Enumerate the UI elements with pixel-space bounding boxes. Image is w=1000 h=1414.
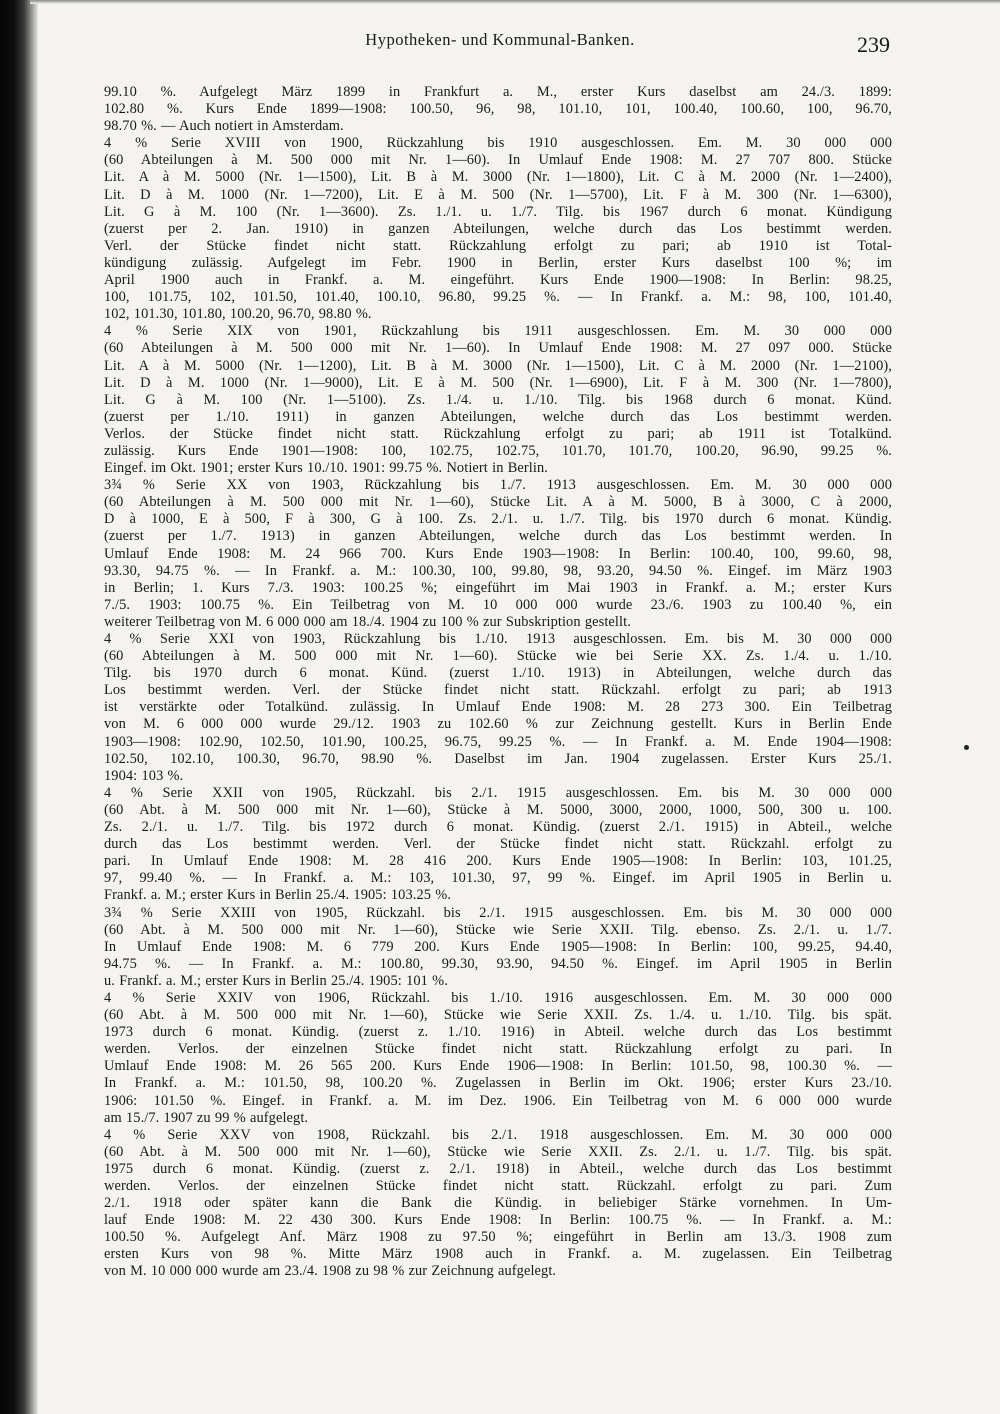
text-line: Los bestimmt werden. Verl. der Stücke findet nicht statt. Rückzahl. erfolgt zu pari; ab 1913 [104,682,892,699]
text-line: 3¾ % Serie XX von 1903, Rückzahlung bis 1./7. 1913 ausgeschlossen. Em. M. 30 000 000 [104,477,892,494]
text-line: D à 1000, E à 500, F à 300, G à 100. Zs. 2./1. u. 1./7. Tilg. bis 1970 durch 6 monat. Kündig. [104,511,892,528]
text-line: Zs. 2./1. u. 1./7. Tilg. bis 1972 durch 6 monat. Kündig. (zuerst 2./1. 1915) in Abteil., welche [104,819,892,836]
text-line: u. Frankf. a. M.; erster Kurs in Berlin 25./4. 1905: 101 %. [104,972,448,989]
text-line: Eingef. im Okt. 1901; erster Kurs 10./10. 1901: 99.75 %. Notiert in Berlin. [104,460,548,477]
text-line: 2./1. 1918 oder später kann die Bank die Kündig. in beliebiger Stärke vornehmen. In Um- [104,1195,892,1212]
text-line: in Berlin; 1. Kurs 7./3. 1903: 100.25 %; eingeführt im Mai 1903 in Frankf. a. M.; erster Kurs [104,579,892,596]
text-line: Frankf. a. M.; erster Kurs in Berlin 25./4. 1905: 103.25 %. [104,887,452,904]
text-line: 102, 101.30, 101.80, 100.20, 96.70, 98.80 %. [104,306,372,323]
text-line: (zuerst per 2. Jan. 1910) in ganzen Abteilungen, welche durch das Los bestimmt werden. [104,220,892,237]
text-line: am 15./7. 1907 zu 99 % aufgelegt. [104,1109,309,1126]
text-line: (60 Abteilungen à M. 500 000 mit Nr. 1—60). In Umlauf Ende 1908: M. 27 097 000. Stücke [104,340,892,357]
text-line: Lit. A à M. 5000 (Nr. 1—1500), Lit. B à M. 3000 (Nr. 1—1800), Lit. C à M. 2000 (Nr. 1—2400), [104,169,892,186]
margin-ink-speck [964,745,969,750]
text-line: pari. In Umlauf Ende 1908: M. 28 416 200. Kurs Ende 1905—1908: In Berlin: 103, 101.25, [104,853,892,870]
paragraph [104,785,892,905]
text-line: von M. 6 000 000 wurde 29./12. 1903 zu 102.60 % zur Zeichnung gestellt. Kurs in Berlin Ende [104,716,892,733]
text-line: Verlos. der Stücke findet nicht statt. Rückzahlung erfolgt zu pari; ab 1911 ist Totalkünd. [104,425,892,442]
text-line: 4 % Serie XIX von 1901, Rückzahlung bis 1911 ausgeschlossen. Em. M. 30 000 000 [104,323,892,340]
text-line: zulässig. Kurs Ende 1901—1908: 100, 102.75, 102.75, 101.70, 101.70, 100.20, 96.90, 99.25 %. [104,442,892,459]
text-line: durch das Los bestimmt werden. Verl. der Stücke findet nicht statt. Rückzahl. erfolgt zu [104,836,892,853]
paragraph [104,990,892,1127]
text-line: 1903—1908: 102.90, 102.50, 101.90, 100.25, 96.75, 99.25 %. — In Frankf. a. M. Ende 1904—1908: [104,733,892,750]
text-line: (60 Abteilungen à M. 500 000 mit Nr. 1—60). In Umlauf Ende 1908: M. 27 707 800. Stücke [104,152,892,169]
text-line: 93.30, 94.75 %. — In Frankf. a. M.: 100.30, 100, 99.80, 98, 93.20, 94.50 %. Eingef. im März 1903 [104,562,892,579]
text-line: Lit. G à M. 100 (Nr. 1—3600). Zs. 1./1. u. 1./7. Tilg. bis 1967 durch 6 monat. Kündigung [104,203,892,220]
paragraph [104,631,892,785]
text-line: (60 Abt. à M. 500 000 mit Nr. 1—60), Stücke wie Serie XXII. Zs. 2./1. u. 1./7. Tilg. bis spät. [104,1143,892,1160]
text-line: 98.70 %. — Auch notiert in Amsterdam. [104,118,344,135]
paragraph [104,1127,892,1281]
text-line: 102.80 %. Kurs Ende 1899—1908: 100.50, 96, 98, 101.10, 101, 100.40, 100.60, 100, 96.70, [104,101,892,118]
text-line: 1975 durch 6 monat. Kündig. (zuerst z. 2./1. 1918) in Abteil., welche durch das Los bestimmt [104,1160,892,1177]
paragraph [104,905,892,990]
top-edge-shadow [30,0,1000,4]
text-line: 3¾ % Serie XXIII von 1905, Rückzahl. bis 2./1. 1915 ausgeschlossen. Em. bis M. 30 000 000 [104,904,892,921]
text-line: werden. Verlos. der einzelnen Stücke findet nicht statt. Rückzahl. erfolgt zu pari. Zum [104,1178,892,1194]
text-line: 1904: 103 %. [104,767,184,784]
text-line: 4 % Serie XXIV von 1906, Rückzahl. bis 1./10. 1916 ausgeschlossen. Em. M. 30 000 000 [104,989,892,1006]
text-line: ersten Kurs von 98 %. Mitte März 1908 auch in Frankf. a. M. zugelassen. Ein Teilbetrag [104,1246,892,1263]
text-line: 4 % Serie XXI von 1903, Rückzahlung bis 1./10. 1913 ausgeschlossen. Em. bis M. 30 000 000 [104,631,892,647]
paragraph [104,477,892,631]
text-line: Umlauf Ende 1908: M. 26 565 200. Kurs Ende 1906—1908: In Berlin: 101.50, 98, 100.30 %. — [104,1058,892,1075]
text-line: 4 % Serie XXV von 1908, Rückzahl. bis 2./1. 1918 ausgeschlossen. Em. M. 30 000 000 [104,1126,892,1143]
text-line: weiterer Teilbetrag von M. 6 000 000 am 18./4. 1904 zu 100 % zur Subskription gestellt. [104,613,631,630]
text-line: 4 % Serie XVIII von 1900, Rückzahlung bis 1910 ausgeschlossen. Em. M. 30 000 000 [104,135,892,152]
text-line: Umlauf Ende 1908: M. 24 966 700. Kurs Ende 1903—1908: In Berlin: 100.40, 100, 99.60, 98, [104,545,892,562]
text-line: 99.10 %. Aufgelegt März 1899 in Frankfurt a. M., erster Kurs daselbst am 24./3. 1899: [104,84,892,100]
text-line: (zuerst per 1./10. 1911) in ganzen Abteilungen, welche durch das Los bestimmt werden. [104,408,892,425]
text-line: Lit. D à M. 1000 (Nr. 1—7200), Lit. E à M. 500 (Nr. 1—5700), Lit. F à M. 300 (Nr. 1—6300), [104,186,892,203]
text-line: 7./5. 1903: 100.75 %. Ein Teilbetrag von M. 10 000 000 wurde 23./6. 1903 zu 100.40 %, ein [104,596,892,613]
text-line: Tilg. bis 1970 durch 6 monat. Künd. (zuerst 1./10. 1913) in Abteilungen, welche durch das [104,665,892,682]
text-line: 1906: 101.50 %. Eingef. in Frankf. a. M. im Dez. 1906. Ein Teilbetrag von M. 6 000 000 wurde [104,1092,892,1109]
text-line: (60 Abt. à M. 500 000 mit Nr. 1—60), Stücke wie Serie XXII. Tilg. ebenso. Zs. 2./1. u. 1./7. [104,921,892,938]
paragraph [104,135,892,323]
text-line: April 1900 auch in Frankf. a. M. eingeführt. Kurs Ende 1900—1908: In Berlin: 98.25, [104,272,892,289]
text-line: In Umlauf Ende 1908: M. 6 779 200. Kurs Ende 1905—1908: In Berlin: 100, 99.25, 94.40, [104,938,892,955]
text-line: werden. Verlos. der einzelnen Stücke findet nicht statt. Rückzahlung erfolgt zu pari. In [104,1041,892,1058]
text-line: ist verstärkte oder Totalkünd. zulässig. In Umlauf Ende 1908: M. 28 273 300. Ein Teilbetrag [104,699,892,716]
text-line: Verl. der Stücke findet nicht statt. Rückzahlung erfolgt zu pari; ab 1910 ist Total- [104,237,892,254]
text-line: (60 Abt. à M. 500 000 mit Nr. 1—60), Stücke à M. 5000, 3000, 2000, 1000, 500, 300 u. 100. [104,801,892,818]
text-line: 100, 101.75, 102, 101.50, 101.40, 100.10, 96.80, 99.25 %. — In Frankf. a. M.: 98, 100, 101.40, [104,289,892,306]
text-line: (60 Abteilungen à M. 500 000 mit Nr. 1—60). Stücke wie bei Serie XX. Zs. 1./4. u. 1./10. [104,648,892,665]
text-line: (zuerst per 1./7. 1913) in ganzen Abteilungen, welche durch das Los bestimmt werden. In [104,528,892,545]
text-line: Lit. G à M. 100 (Nr. 1—5100). Zs. 1./4. u. 1./10. Tilg. bis 1968 durch 6 monat. Künd. [104,391,892,408]
text-line: Lit. A à M. 5000 (Nr. 1—1200), Lit. B à M. 3000 (Nr. 1—1500), Lit. C à M. 2000 (Nr. 1—2100), [104,357,892,374]
text-line: 97, 99.40 %. — In Frankf. a. M.: 103, 101.30, 97, 99 %. Eingef. im April 1905 in Berlin u. [104,870,892,887]
text-line: Lit. D à M. 1000 (Nr. 1—9000), Lit. E à M. 500 (Nr. 1—6900), Lit. F à M. 300 (Nr. 1—7800), [104,374,892,391]
text-line: 1973 durch 6 monat. Kündig. (zuerst z. 1./10. 1916) in Abteil. welche durch das Los bestimmt [104,1024,892,1041]
book-spine-shadow [0,0,38,1414]
page-number: 239 [857,32,890,57]
text-line: 102.50, 102.10, 100.30, 96.70, 98.90 %. Daselbst im Jan. 1904 zugelassen. Erster Kurs 25./1. [104,750,892,767]
text-line: kündigung zulässig. Aufgelegt im Febr. 1900 in Berlin, erster Kurs daselbst 100 %; im [104,254,892,271]
running-title: Hypotheken- und Kommunal-Banken. [365,30,635,49]
text-line: In Frankf. a. M.: 101.50, 98, 100.20 %. Zugelassen in Berlin im Okt. 1906; erster Kurs 23./10. [104,1075,892,1092]
text-line: 4 % Serie XXII von 1905, Rückzahl. bis 2./1. 1915 ausgeschlossen. Em. bis M. 30 000 000 [104,784,892,801]
text-line: (60 Abteilungen à M. 500 000 mit Nr. 1—60), Stücke Lit. A à M. 5000, B à 3000, C à 2000, [104,494,892,511]
text-line: lauf Ende 1908: M. 22 430 300. Kurs Ende 1908: In Berlin: 100.75 %. — In Frankf. a. M.: [104,1212,892,1229]
text-line: (60 Abt. à M. 500 000 mit Nr. 1—60), Stücke wie Serie XXII. Zs. 1./4. u. 1./10. Tilg. bis spät. [104,1007,892,1024]
text-line: von M. 10 000 000 wurde am 23./4. 1908 zu 98 % zur Zeichnung aufgelegt. [104,1263,557,1280]
body-text [104,84,892,1281]
text-line: 94.75 %. — In Frankf. a. M.: 100.80, 99.30, 93.90, 94.50 %. Eingef. im April 1905 in Berlin [104,955,892,972]
paragraph [104,84,892,135]
text-line: 100.50 %. Aufgelegt Anf. März 1908 zu 97.50 %; eingeführt in Berlin am 13./3. 1908 zum [104,1229,892,1246]
paragraph [104,323,892,477]
